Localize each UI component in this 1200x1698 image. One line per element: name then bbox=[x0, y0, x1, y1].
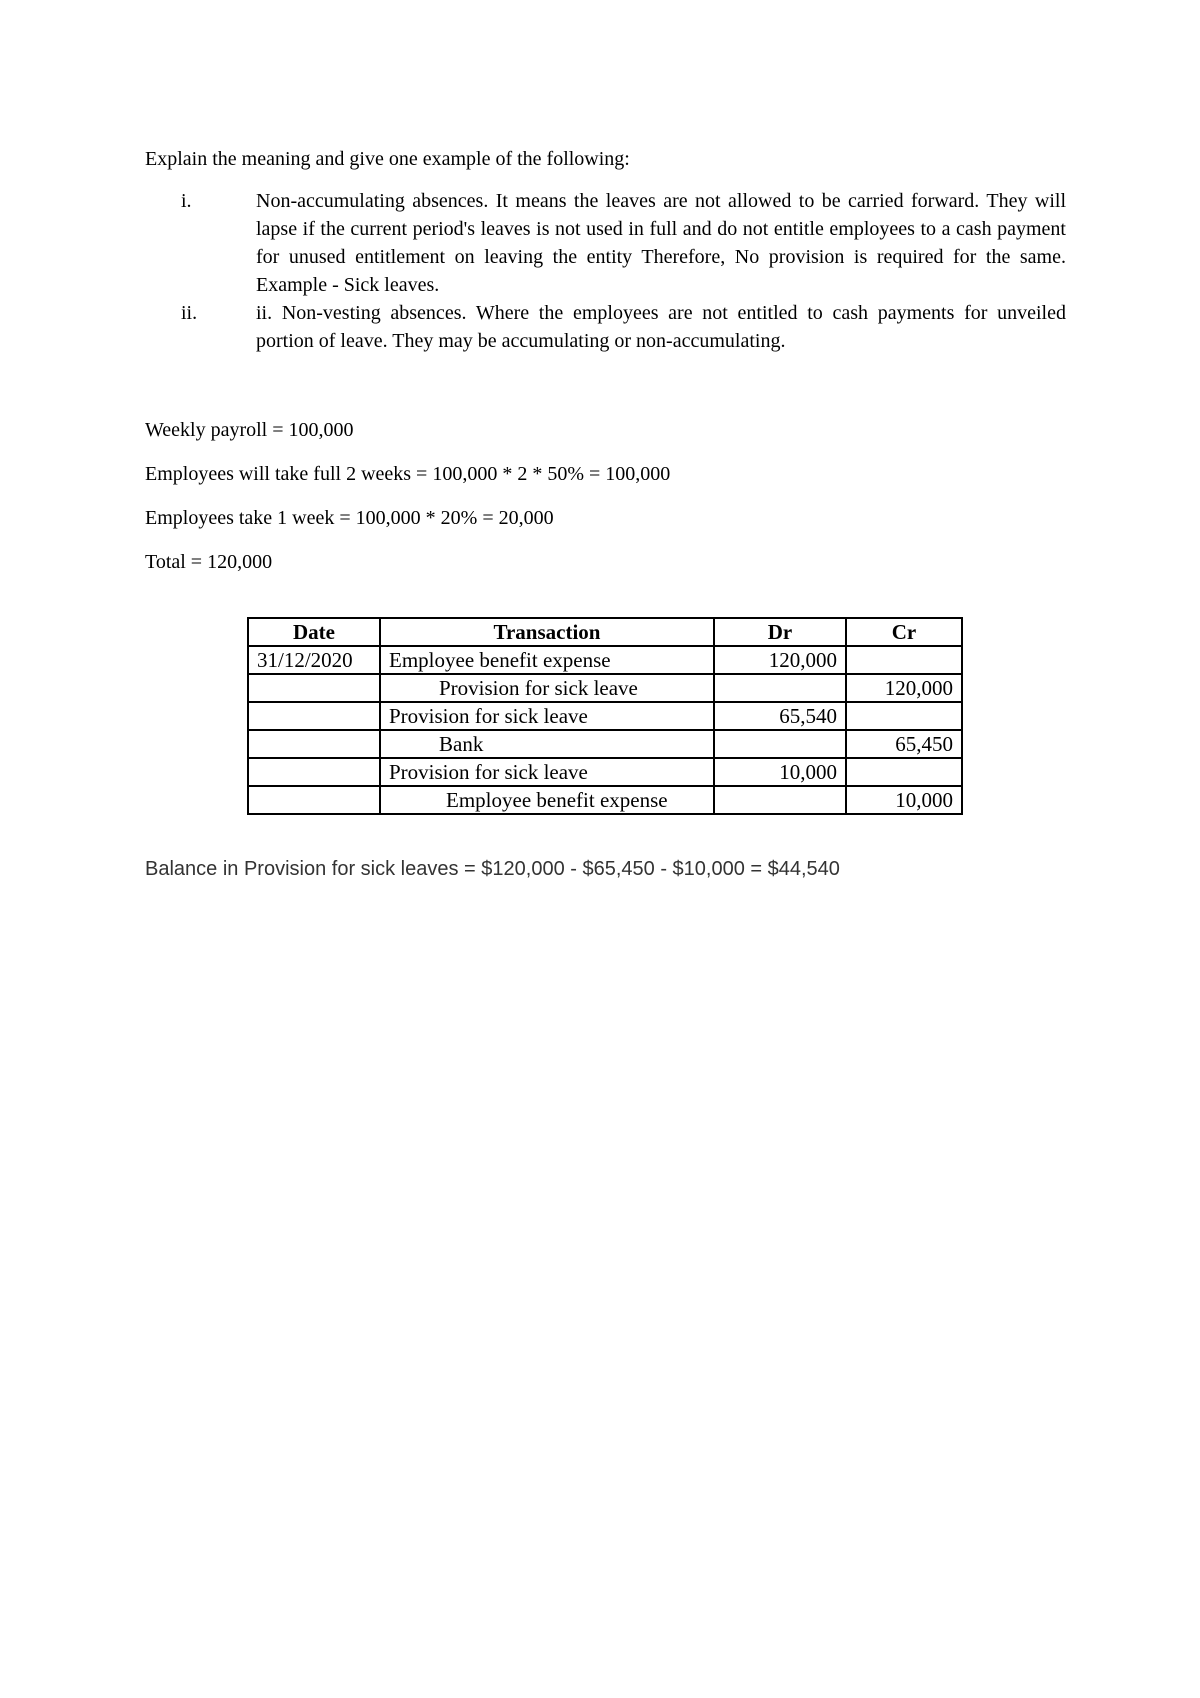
cell-transaction: Provision for sick leave bbox=[380, 702, 714, 730]
cell-cr bbox=[846, 702, 962, 730]
list-number: ii. bbox=[181, 302, 198, 324]
cell-date: 31/12/2020 bbox=[248, 646, 380, 674]
calc-two-weeks: Employees will take full 2 weeks = 100,000 * 2 * 50% = 100,000 bbox=[145, 463, 671, 485]
cell-transaction: Bank bbox=[380, 730, 714, 758]
cell-dr bbox=[714, 674, 846, 702]
calc-total: Total = 120,000 bbox=[145, 551, 273, 573]
cell-dr bbox=[714, 730, 846, 758]
header-cr: Cr bbox=[846, 618, 962, 646]
list-text: ii. Non-vesting absences. Where the employees are not entitled to cash payments for unveiled portion of leave. They may be accumulating or non-accumulating. bbox=[256, 302, 1066, 352]
cell-dr: 120,000 bbox=[714, 646, 846, 674]
question-prompt: Explain the meaning and give one example of the following: bbox=[145, 148, 630, 170]
list-item-i bbox=[181, 187, 1066, 299]
cell-transaction: Employee benefit expense bbox=[380, 786, 714, 814]
list-text: Non-accumulating absences. It means the leaves are not allowed to be carried forward. They will lapse if the current period's leaves is not used in full and do not entitle employees to a cash payment for unused entitlement on leaving the entity Therefore, No provision is required for the same. Example - Sick leaves. bbox=[256, 190, 1066, 296]
table-row bbox=[248, 786, 962, 814]
header-date: Date bbox=[248, 618, 380, 646]
cell-cr: 120,000 bbox=[846, 674, 962, 702]
calc-one-week: Employees take 1 week = 100,000 * 20% = 20,000 bbox=[145, 507, 554, 529]
cell-cr: 10,000 bbox=[846, 786, 962, 814]
table-row bbox=[248, 730, 962, 758]
header-dr: Dr bbox=[714, 618, 846, 646]
cell-cr bbox=[846, 758, 962, 786]
cell-transaction: Provision for sick leave bbox=[380, 674, 714, 702]
header-transaction: Transaction bbox=[380, 618, 714, 646]
cell-dr: 65,540 bbox=[714, 702, 846, 730]
cell-date bbox=[248, 702, 380, 730]
list-number: i. bbox=[181, 190, 192, 212]
calc-weekly-payroll: Weekly payroll = 100,000 bbox=[145, 419, 354, 441]
cell-transaction: Employee benefit expense bbox=[380, 646, 714, 674]
journal-table bbox=[247, 617, 963, 815]
cell-dr: 10,000 bbox=[714, 758, 846, 786]
cell-transaction: Provision for sick leave bbox=[380, 758, 714, 786]
balance-summary: Balance in Provision for sick leaves = $120,000 - $65,450 - $10,000 = $44,540 bbox=[145, 858, 840, 880]
table-row bbox=[248, 702, 962, 730]
cell-cr: 65,450 bbox=[846, 730, 962, 758]
cell-date bbox=[248, 730, 380, 758]
list-item-ii bbox=[181, 299, 1066, 355]
cell-date bbox=[248, 674, 380, 702]
cell-date bbox=[248, 758, 380, 786]
table-row bbox=[248, 674, 962, 702]
table-header-row bbox=[248, 618, 962, 646]
cell-cr bbox=[846, 646, 962, 674]
table-row bbox=[248, 758, 962, 786]
cell-dr bbox=[714, 786, 846, 814]
table-row bbox=[248, 646, 962, 674]
cell-date bbox=[248, 786, 380, 814]
